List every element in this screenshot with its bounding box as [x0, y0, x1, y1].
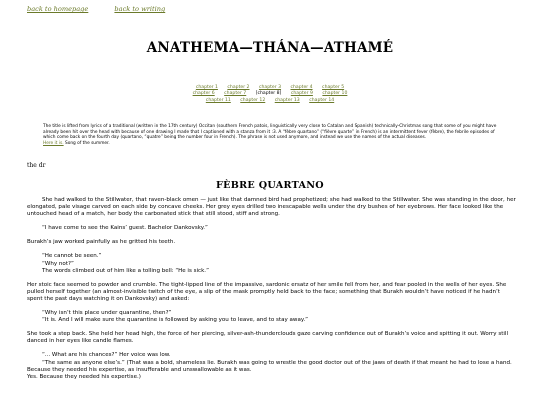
title-explanation: [43, 124, 505, 146]
back-to-homepage-link[interactable]: back to homepage: [27, 5, 89, 13]
dialogue-line: “Why not?”: [42, 260, 74, 267]
chapter-link-4[interactable]: chapter 4: [290, 85, 313, 90]
chapter-link-11[interactable]: chapter 11: [205, 97, 231, 103]
story-paragraph: She took a step back. She held her head high, the force of her piercing, silver-ash-thunderclouds gaze carving confidence out of Burakh’s voice and spitting it out. Worry still danced in her eyes like candle flames.: [27, 331, 509, 345]
page-title: ANATHEMA—THÁNA—ATHAMÉ: [146, 40, 394, 56]
story-paragraph: Yes. Because they needed his expertise.): [27, 373, 141, 380]
chapter-navigation: [0, 85, 540, 104]
dialogue-line: “... What are his chances?” Her voice was low.: [42, 352, 171, 359]
chapter-link-3[interactable]: chapter 3: [258, 85, 282, 90]
chapter-link-14[interactable]: chapter 14: [309, 97, 335, 103]
story-paragraph: Burakh’s jaw worked painfully as he gritted his teeth.: [27, 239, 176, 246]
dialogue-line: “Why isn’t this place under quarantine, then?”: [42, 310, 172, 317]
story-paragraph: Her stoic face seemed to powder and crumble. The tight-lipped line of the impassive, sardonic ersatz of her smile fell from her, and fear pooled in the wells of her eyes. She pulled herself together (an almost-invisible twitch of the eye, a slip of the mask promptly held back to the face; something that Burakh wouldn’t have noticed if he hadn’t spent the past days watching it on Dankovsky) and asked:: [27, 281, 507, 302]
the-dr-label: the dr: [27, 162, 46, 169]
chapter-link-1[interactable]: chapter 1: [195, 85, 218, 90]
story-title: FÈBRE QUARTANO: [216, 180, 324, 191]
dialogue-line: The words climbed out of him like a tolling bell: “He is sick.”: [42, 267, 209, 274]
story-paragraph: She had walked to the Stillwater, that raven-black omen — just like that damned bird had prophetized; she had walked to the Stillwater. She was standing in the door, her elongated, pale visage carved on each side by concave cheeks. Her grey eyes drilled two inescapable wells under the dry bushes of her eyebrows. Her face looked like the untouched head of a match, her body the carbonated stick that still stood, stiff and strong.: [27, 197, 516, 218]
dialogue-line: “I have come to see the Kains’ guest. Bachelor Dankovsky.”: [42, 225, 208, 232]
chapter-link-9[interactable]: chapter 9: [290, 91, 313, 97]
chapter-link-2[interactable]: chapter 2: [227, 85, 250, 90]
chapter-link-5[interactable]: chapter 5: [322, 85, 345, 90]
chapter-link-6[interactable]: chapter 6: [192, 91, 215, 97]
back-to-writing-link[interactable]: back to writing: [114, 5, 166, 13]
story-paragraph: “The same as anyone else’s.” (That was a bold, shameless lie. Burakh was going to wrestle the good doctor out of the jaws of death if that meant he had to lose a hand. Because they needed his expertise, as insufferable and unswallowable as it was.: [27, 359, 512, 373]
dialogue-block: [27, 310, 517, 324]
chapter-link-10[interactable]: chapter 10: [322, 91, 348, 97]
top-navigation: [27, 5, 189, 13]
current-chapter-label: [chapter 8]: [255, 91, 282, 97]
song-link[interactable]: Here it is.: [43, 140, 64, 146]
dialogue-block: [27, 352, 517, 359]
dialogue-line: “It is. And I will make sure the quarantine is followed by asking you to leave, and to stay away.”: [42, 317, 308, 324]
dialogue-block: [27, 225, 517, 232]
title-explanation-text: The title is lifted from lyrics of a traditional (written in the 17th century) Occitan (southern French patois, linguistically very close to Catalan and Spanish) technically-Christmas song that some of you might have already been hit over the head with because of one drawing I made that I captioned with a stanza from it :3. A “fèbre quartano” (“fièvre quarte” in French) is an intermittent fever (fèbre), the febrile episodes of which come back on the fourth day (quartano, “quatre” being the number four in French). The phrase is not used anymore, and instead we use the names of the actual diseases.: [43, 124, 497, 141]
song-link-note: Song of the summer.: [63, 140, 110, 146]
chapter-link-7[interactable]: chapter 7: [224, 91, 247, 97]
chapter-link-13[interactable]: chapter 13: [274, 97, 300, 103]
story-body: [27, 197, 517, 381]
dialogue-block: [27, 253, 517, 274]
dialogue-line: “He cannot be seen.”: [42, 253, 102, 260]
chapter-link-12[interactable]: chapter 12: [240, 97, 266, 103]
